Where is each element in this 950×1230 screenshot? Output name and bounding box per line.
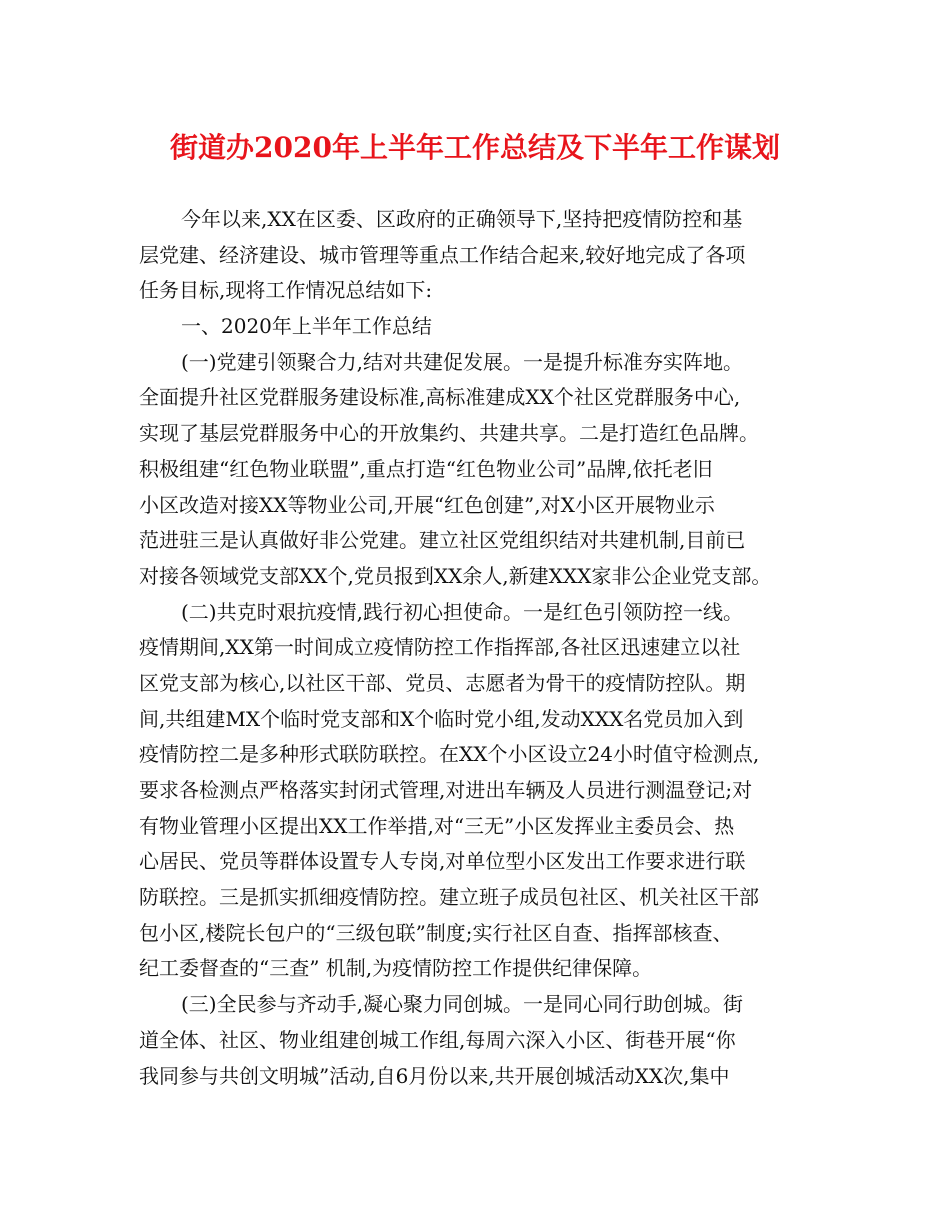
text-line: (三)全民参与齐动手,凝心聚力同创城。一是同心同行助创城。街 — [181, 992, 743, 1017]
text-line: 纪工委督查的“三查” 机制,为疫情防控工作提供纪律保障。 — [139, 956, 653, 981]
text-line: 层党建、经济建设、城市管理等重点工作结合起来,较好地完成了各项 — [139, 242, 746, 267]
text-line: 一、2020年上半年工作总结 — [181, 314, 432, 339]
paragraph — [139, 345, 839, 595]
paragraph — [139, 309, 839, 345]
paragraph — [139, 595, 839, 988]
text-line: 有物业管理小区提出XX工作举措,对“三无”小区发挥业主委员会、热 — [139, 813, 735, 838]
text-line: 疫情防控二是多种形式联防联控。在XX个小区设立24小时值守检测点, — [139, 742, 760, 767]
document-body — [139, 202, 839, 1094]
text-line: 防联控。三是抓实抓细疫情防控。建立班子成员包社区、机关社区干部 — [139, 885, 759, 910]
text-line: 道全体、社区、物业组建创城工作组,每周六深入小区、街巷开展“你 — [139, 1027, 736, 1052]
text-line: 小区改造对接XX等物业公司,开展“红色创建”,对X小区开展物业示 — [139, 492, 715, 517]
text-line: 要求各检测点严格落实封闭式管理,对进出车辆及人员进行测温登记;对 — [139, 778, 753, 802]
paragraph — [139, 202, 839, 309]
text-line: 全面提升社区党群服务建设标准,高标准建成XX个社区党群服务中心, — [139, 385, 741, 410]
text-line: 实现了基层党群服务中心的开放集约、共建共享。二是打造红色品牌。 — [139, 421, 759, 446]
text-line: 积极组建“红色物业联盟”,重点打造“红色物业公司”品牌,依托老旧 — [139, 456, 713, 481]
text-line: 疫情期间,XX第一时间成立疫情防控工作指挥部,各社区迅速建立以社 — [139, 635, 741, 660]
text-line: 对接各领域党支部XX个,党员报到XX余人,新建XXX家非公企业党支部。 — [139, 563, 772, 588]
text-line: 心居民、党员等群体设置专人专岗,对单位型小区发出工作要求进行联 — [139, 849, 746, 874]
document-title: 街道办2020年上半年工作总结及下半年工作谋划 — [170, 131, 780, 164]
text-line: (一)党建引领聚合力,结对共建促发展。一是提升标准夯实阵地。 — [181, 349, 743, 374]
text-line: 任务目标,现将工作情况总结如下: — [139, 278, 433, 303]
text-line: 区党支部为核心,以社区干部、党员、志愿者为骨干的疫情防控队。期 — [139, 670, 746, 695]
text-line: 间,共组建MX个临时党支部和X个临时党小组,发动XXX名党员加入到 — [139, 706, 744, 731]
paragraph — [139, 987, 839, 1094]
text-line: (二)共克时艰抗疫情,践行初心担使命。一是红色引领防控一线。 — [181, 599, 743, 624]
text-line: 范进驻三是认真做好非公党建。建立社区党组织结对共建机制,目前已 — [139, 528, 746, 553]
text-line: 我同参与共创文明城”活动,自6月份以来,共开展创城活动XX次,集中 — [139, 1063, 730, 1088]
text-line: 包小区,楼院长包户的“三级包联”制度;实行社区自查、指挥部核查、 — [139, 920, 733, 945]
text-line: 今年以来,XX在区委、区政府的正确领导下,坚持把疫情防控和基 — [181, 207, 743, 231]
